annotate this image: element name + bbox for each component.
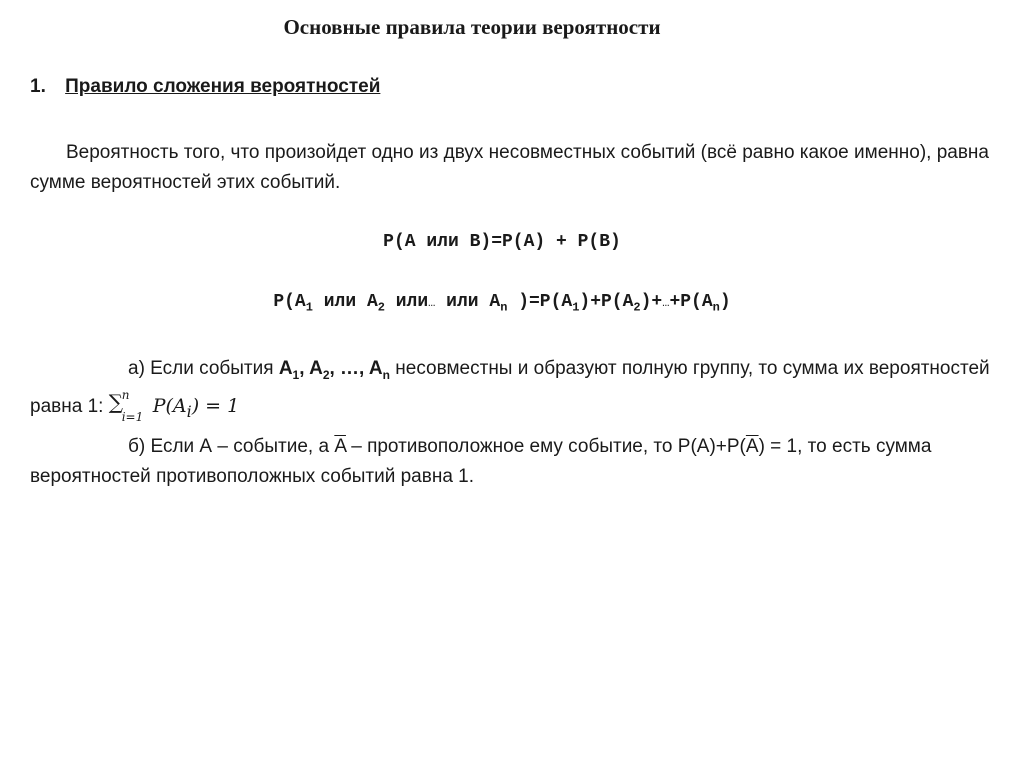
event-list: $A_1$, $A_2$, …, $A_n$: [278, 358, 390, 382]
a-bar-symbol-2: $\overline{A}$: [745, 436, 759, 457]
a-bar-symbol: $\overline{A}$: [334, 436, 346, 457]
formula-two-events: P(A или B)=P(A) + P(B): [383, 232, 621, 252]
section-heading: [30, 76, 380, 98]
slide-title: Основные правила теории вероятности: [283, 15, 661, 39]
formula-n-events: $P(A_1$ или $A_2$ или… или $A_n$ )$=P(A_1)+P(A_2)+\dots+P(A_n)$: [273, 292, 731, 315]
sum-formula: ∑ n i=1 $P(A_i) = 1$: [108, 387, 240, 424]
item-a-paragraph: а) Если события $A_1$, $A_2$, …, $A_n$ несовместны и образуют полную группу, то сумма их вероятностей равна 1: ∑ n i=1 $P(A_i) = 1$: [30, 358, 990, 424]
definition-text: Вероятность того, что произойдет одно из двух несовместных событий (всё равно какое именно), равна сумме вероятностей этих событий.: [30, 142, 989, 193]
definition-paragraph: [30, 138, 990, 198]
section-number: 1.: [30, 76, 46, 97]
item-b-paragraph: б) Если А – событие, а $\overline{A}$ – противоположное ему событие, то $Р(А)+Р(\overline{A}) = 1$, то есть сумма вероятностей противоположных событий равна 1.: [30, 436, 932, 487]
section-heading-text: Правило сложения вероятностей: [65, 76, 381, 97]
